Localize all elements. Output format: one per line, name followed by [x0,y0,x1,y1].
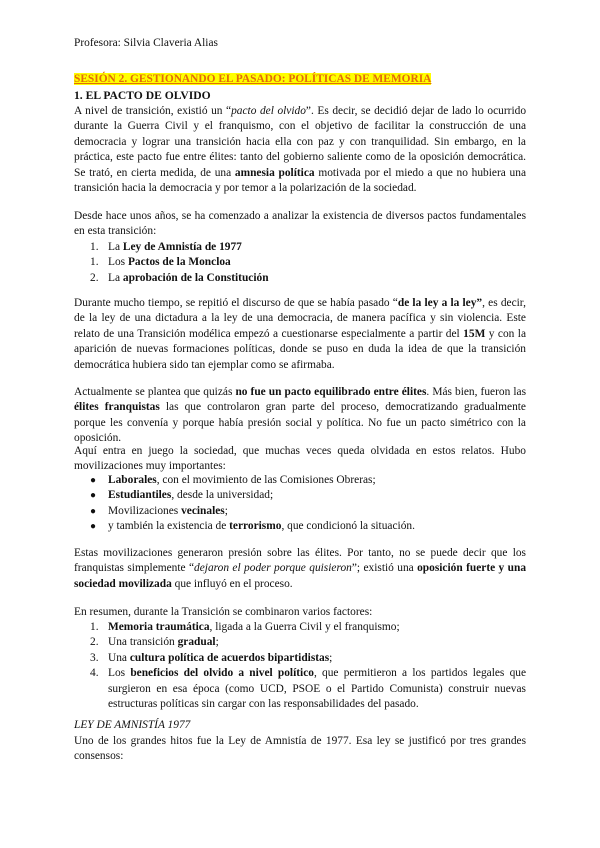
text-run: , es decir, de la ley de una dictadura a la ley de una democracia, de manera pacífica y sin violencia. Este relato de una Transición modélica empezó a cuestionarse especialmente a partir del [74,297,526,340]
text-run: ”; existió una [351,562,418,575]
text-run: , ligada a la Guerra Civil y el franquismo; [209,621,400,633]
paragraph-pacto-olvido [74,104,526,196]
text-run: , que permitieron a los partidos legales que surgieron en esa época (como UCD, PSOE o el Partido Comunista) construir nuevas estructuras políticas sin cargar con las responsabilidades del pasado. [108,667,527,711]
list-number: 2. [90,636,99,649]
text-run: ”. Es decir, se decidió dejar de lado lo ocurrido durante la Guerra Civil y el franquismo, con el objetivo de facilitar la construcción de una democracia y lograr una transición hacia ella con paz y con tranquilidad. Sin embargo, en la práctica, este pacto fue entre élites: tanto del gobierno saliente como de la oposición democrática. Se trató, en cierta medida, de una [74,105,527,179]
list-item [74,504,526,519]
list-item [74,635,526,650]
list-number: 1. [90,621,99,633]
text-run: Durante mucho tiempo, se repitió el discurso de que se había pasado “ [74,297,398,309]
list-item [74,651,526,666]
text-run: ; [215,636,219,649]
list-item [74,519,526,534]
session-title-text: SESIÓN 2. GESTIONANDO EL PASADO: POLÍTICAS DE MEMORIA [74,73,432,85]
paragraph-ley-amnistia: Uno de los grandes hitos fue la Ley de Amnistía de 1977. Esa ley se justificó por tres grandes consensos: [74,735,526,763]
text-run: La [108,241,123,253]
mobilizations-list [74,473,526,535]
list-item [74,240,526,255]
text-run: La [108,271,123,284]
section-title-ley-amnistia: LEY DE AMNISTÍA 1977 [74,719,191,731]
text-run: que influyó en el proceso. [171,577,293,590]
bullet-icon: ● [90,490,97,502]
list-item [74,488,526,503]
text-run: y también la existencia de [108,520,230,533]
text-run: Estas movilizaciones generaron presión sobre las élites. Por tanto, no se puede decir que los franquistas simplemente “ [74,547,526,575]
list-number: 4. [90,667,99,680]
section-title-pacto: 1. EL PACTO DE OLVIDO [74,89,211,102]
paragraph-presion [74,546,526,592]
text-run: Una [108,651,130,664]
bold-run: de la ley a la ley” [397,297,483,309]
bold-run: Estudiantiles [108,489,172,502]
session-title [74,72,526,87]
bold-run: aprobación de la Constitución [122,271,269,284]
text-run: , desde la universidad; [171,489,274,502]
bullet-icon: ● [90,505,97,517]
text-run: A nivel de transición, existió un “ [74,105,232,117]
paragraph-elites [74,385,526,447]
bold-run: no fue un pacto equilibrado entre élites [235,386,427,398]
bold-run: cultura política de acuerdos bipartidistas [129,651,330,664]
text-run: y con la aparición de nuevas formaciones políticas, donde se puso en duda la idea de que la transición democrática hubiera sido tan ejemplar como se afirmaba. [74,327,527,371]
bold-run: Pactos de la Moncloa [127,256,231,269]
text-run: Los [108,667,131,680]
text-run: las que controlaron gran parte del proceso, democratizando gradualmente porque les convenía y porque había presión social y política. No fue un pacto simétrico con la oposición. [74,401,526,445]
text-run: Movilizaciones [108,504,182,517]
paragraph-resumen: En resumen, durante la Transición se combinaron varios factores: [74,606,373,618]
list-number: 3. [90,651,99,664]
paragraph-ley-a-la-ley [74,296,526,373]
text-run: Una transición [108,636,178,649]
list-number: 2. [90,271,99,284]
bold-run: 15M [463,327,486,340]
bold-run: terrorismo [229,520,282,533]
text-run: , que condicionó la situación. [281,520,415,533]
bold-run: Ley de Amnistía de 1977 [122,241,242,253]
list-item [74,271,526,286]
bold-run: oposición fuerte y una sociedad movilizada [74,562,527,590]
bold-run: vecinales [181,504,225,517]
list-number: 1. [90,241,99,253]
bullet-icon: ● [90,521,97,533]
bold-run: Memoria traumática [108,621,210,633]
bold-run: beneficios del olvido a nivel político [130,667,314,680]
text-run: Actualmente se plantea que quizás [74,386,236,398]
bold-run: élites franquistas [74,401,160,414]
bold-run: Laborales [108,474,157,486]
text-run: ; [224,504,228,517]
text-run: Los [108,256,128,269]
bold-run: gradual [177,636,216,649]
list-number: 1. [90,256,99,269]
bold-run: amnesia política [234,166,315,179]
text-run: , con el movimiento de las Comisiones Obreras; [156,474,376,486]
professor-header: Profesora: Silvia Claveria Alias [74,37,218,49]
factors-list [74,620,526,712]
list-item [74,666,526,712]
text-run: ; [329,651,333,664]
text-run: motivada por el miedo a que no hubiera una transición hacia la democracia y por temor a la polarización de la sociedad. [74,166,526,195]
list-item [74,620,526,635]
list-item [74,473,526,488]
italic-run: pacto del olvido [231,105,306,117]
bullet-icon: ● [90,475,97,486]
list-item [74,255,526,270]
text-run: . Más bien, fueron las [426,386,526,398]
paragraph-pactos-intro: Desde hace unos años, se ha comenzado a analizar la existencia de diversos pactos fundamentales en esta transición: [74,210,526,238]
pacts-list [74,240,526,286]
paragraph-sociedad: Aquí entra en juego la sociedad, que muchas veces queda olvidada en estos relatos. Hubo movilizaciones muy importantes: [74,445,526,473]
italic-run: dejaron el poder porque quisieron [194,562,352,575]
